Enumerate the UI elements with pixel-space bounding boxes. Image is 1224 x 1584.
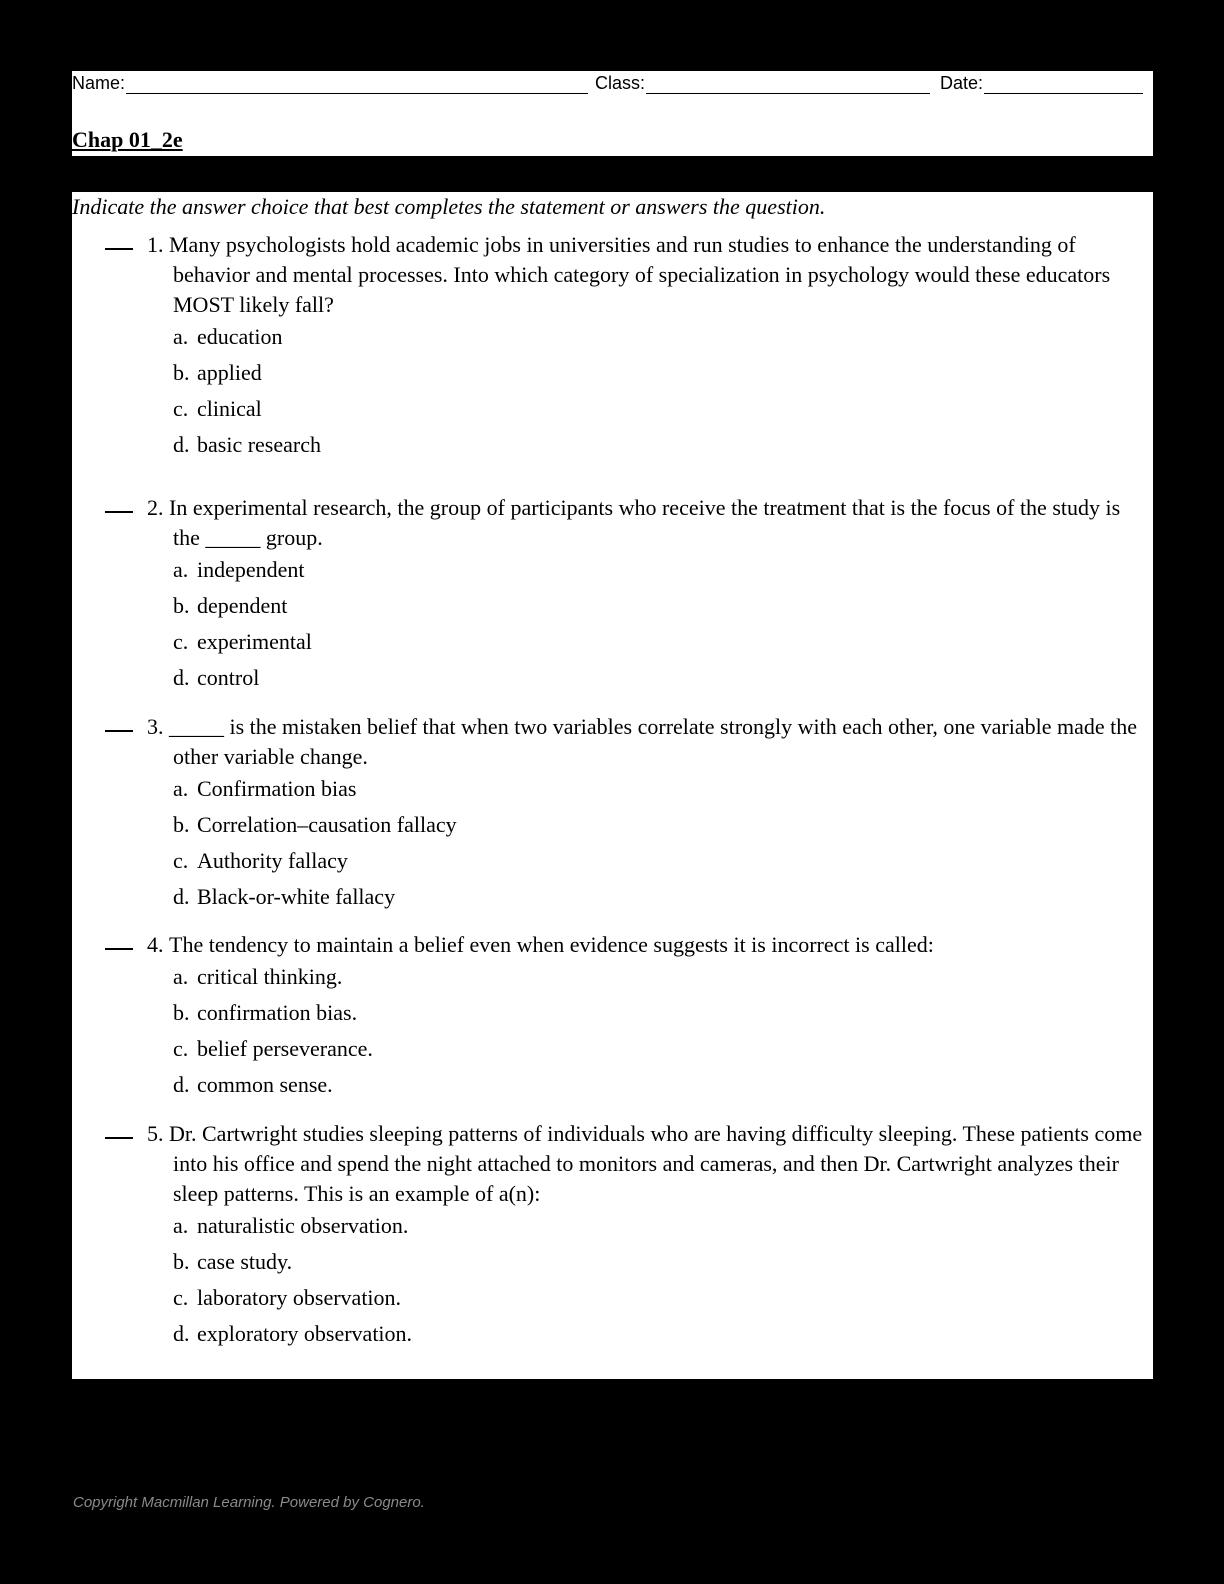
option-letter: a. bbox=[173, 964, 189, 989]
answer-blank[interactable] bbox=[105, 511, 133, 513]
option-text: naturalistic observation. bbox=[197, 1213, 409, 1238]
question-number: 2. bbox=[147, 495, 164, 520]
option-text: independent bbox=[197, 557, 305, 582]
name-label: Name: bbox=[72, 73, 126, 93]
option-a[interactable] bbox=[173, 962, 373, 998]
answer-blank[interactable] bbox=[105, 1137, 133, 1139]
option-letter: c. bbox=[173, 629, 189, 654]
question-number: 4. bbox=[147, 932, 164, 957]
date-line[interactable] bbox=[984, 73, 1143, 94]
question-text: Many psychologists hold academic jobs in universities and run studies to enhance the understanding of behavior and mental processes. Into which category of specialization in psychology would these educators MOST likely fall? bbox=[169, 232, 1111, 317]
option-b[interactable] bbox=[173, 591, 312, 627]
class-field[interactable] bbox=[595, 73, 930, 94]
option-c[interactable] bbox=[173, 627, 312, 663]
name-line[interactable] bbox=[126, 73, 588, 94]
answer-options bbox=[173, 555, 312, 699]
chapter-title: Chap 01_2e bbox=[72, 127, 183, 152]
option-a[interactable] bbox=[173, 322, 321, 358]
option-letter: d. bbox=[173, 432, 190, 457]
option-text: dependent bbox=[197, 593, 288, 618]
option-letter: b. bbox=[173, 360, 190, 385]
option-letter: c. bbox=[173, 1285, 189, 1310]
date-field[interactable] bbox=[940, 73, 1143, 94]
student-info-row bbox=[72, 73, 1153, 99]
option-b[interactable] bbox=[173, 1247, 412, 1283]
option-letter: c. bbox=[173, 396, 189, 421]
option-text: exploratory observation. bbox=[197, 1321, 413, 1346]
answer-blank[interactable] bbox=[105, 948, 133, 950]
option-letter: a. bbox=[173, 776, 189, 801]
option-letter: d. bbox=[173, 665, 190, 690]
option-text: belief perseverance. bbox=[197, 1036, 373, 1061]
option-text: Confirmation bias bbox=[197, 776, 357, 801]
option-a[interactable] bbox=[173, 774, 457, 810]
question-number: 5. bbox=[147, 1121, 164, 1146]
option-c[interactable] bbox=[173, 1283, 412, 1319]
option-b[interactable] bbox=[173, 810, 457, 846]
option-b[interactable] bbox=[173, 358, 321, 394]
option-text: education bbox=[197, 324, 283, 349]
option-text: critical thinking. bbox=[197, 964, 343, 989]
class-label: Class: bbox=[595, 73, 646, 93]
option-letter: a. bbox=[173, 1213, 189, 1238]
question-number: 1. bbox=[147, 232, 164, 257]
option-text: Black-or-white fallacy bbox=[197, 884, 396, 909]
option-text: clinical bbox=[197, 396, 262, 421]
option-text: Correlation–causation fallacy bbox=[197, 812, 457, 837]
option-a[interactable] bbox=[173, 555, 312, 591]
option-text: applied bbox=[197, 360, 262, 385]
option-d[interactable] bbox=[173, 882, 457, 918]
option-c[interactable] bbox=[173, 846, 457, 882]
option-letter: a. bbox=[173, 324, 189, 349]
option-c[interactable] bbox=[173, 1034, 373, 1070]
header-section bbox=[72, 71, 1153, 156]
option-d[interactable] bbox=[173, 663, 312, 699]
question-text: Dr. Cartwright studies sleeping patterns of individuals who are having difficulty sleeping. These patients come into his office and spend the night attached to monitors and cameras, and then Dr. Cartwright analyzes their sleep patterns. This is an example of a(n): bbox=[169, 1121, 1143, 1206]
answer-options bbox=[173, 774, 457, 918]
option-text: laboratory observation. bbox=[197, 1285, 402, 1310]
option-c[interactable] bbox=[173, 394, 321, 430]
option-a[interactable] bbox=[173, 1211, 412, 1247]
option-letter: b. bbox=[173, 593, 190, 618]
instructions: Indicate the answer choice that best completes the statement or answers the question. bbox=[72, 194, 826, 219]
name-field[interactable] bbox=[72, 73, 588, 94]
option-d[interactable] bbox=[173, 430, 321, 466]
question-text: _____ is the mistaken belief that when two variables correlate strongly with each other, one variable made the other variable change. bbox=[169, 714, 1138, 769]
question-text: The tendency to maintain a belief even when evidence suggests it is incorrect is called: bbox=[169, 932, 934, 957]
option-letter: c. bbox=[173, 848, 189, 873]
option-letter: b. bbox=[173, 812, 190, 837]
option-text: Authority fallacy bbox=[197, 848, 348, 873]
option-letter: b. bbox=[173, 1249, 190, 1274]
option-text: experimental bbox=[197, 629, 312, 654]
option-b[interactable] bbox=[173, 998, 373, 1034]
option-letter: d. bbox=[173, 1072, 190, 1097]
option-text: confirmation bias. bbox=[197, 1000, 358, 1025]
option-letter: a. bbox=[173, 557, 189, 582]
answer-options bbox=[173, 962, 373, 1106]
option-d[interactable] bbox=[173, 1070, 373, 1106]
option-d[interactable] bbox=[173, 1319, 412, 1355]
option-letter: b. bbox=[173, 1000, 190, 1025]
option-letter: c. bbox=[173, 1036, 189, 1061]
date-label: Date: bbox=[940, 73, 984, 93]
question-number: 3. bbox=[147, 714, 164, 739]
option-text: common sense. bbox=[197, 1072, 333, 1097]
option-text: basic research bbox=[197, 432, 321, 457]
answer-blank[interactable] bbox=[105, 248, 133, 250]
question-section bbox=[72, 192, 1153, 1379]
option-letter: d. bbox=[173, 884, 190, 909]
question-text: In experimental research, the group of participants who receive the treatment that is the focus of the study is the _____ group. bbox=[169, 495, 1121, 550]
copyright-footer: Copyright Macmillan Learning. Powered by Cognero. bbox=[73, 1494, 425, 1511]
answer-options bbox=[173, 1211, 412, 1355]
option-text: case study. bbox=[197, 1249, 293, 1274]
class-line[interactable] bbox=[646, 73, 930, 94]
answer-blank[interactable] bbox=[105, 730, 133, 732]
option-text: control bbox=[197, 665, 260, 690]
option-letter: d. bbox=[173, 1321, 190, 1346]
answer-options bbox=[173, 322, 321, 466]
